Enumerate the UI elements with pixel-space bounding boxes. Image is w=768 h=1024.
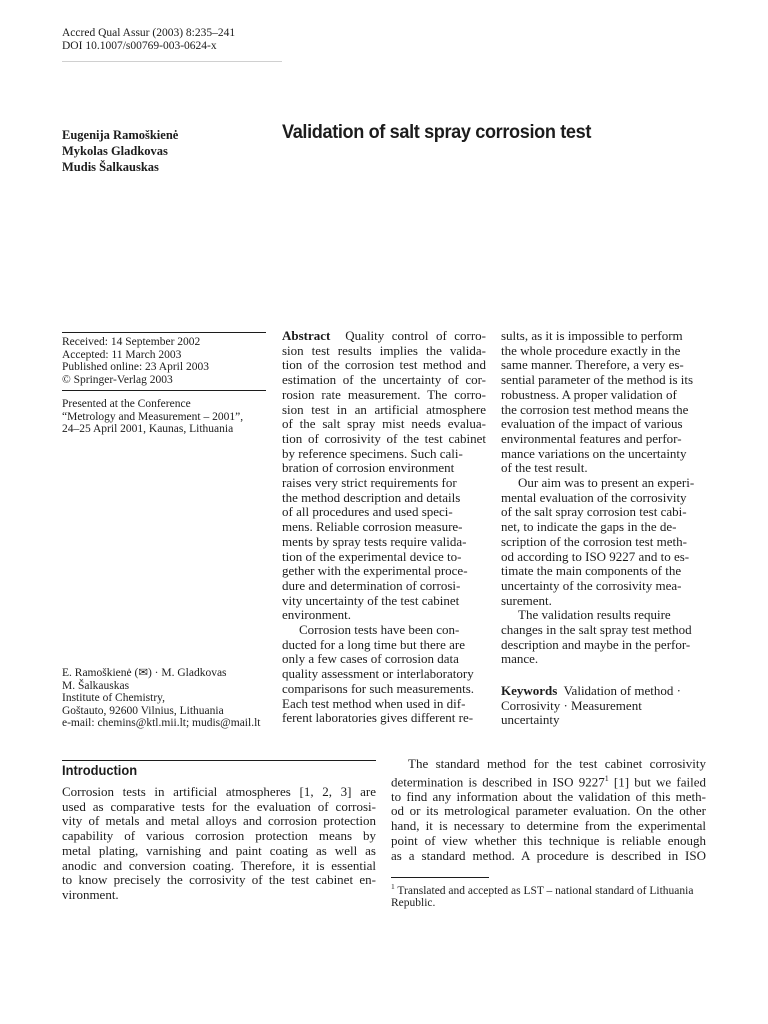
- abstract-line: ments by spray tests require valida-: [282, 533, 467, 549]
- abstract-line: the method description and details: [282, 489, 461, 505]
- address: Goštauto, 92600 Vilnius, Lithuania: [62, 704, 224, 717]
- abstract-line: scription of the corrosion test meth-: [501, 533, 687, 549]
- conference-line: “Metrology and Measurement – 2001”,: [62, 410, 244, 423]
- abstract-line: comparisons for such measurements.: [282, 680, 475, 696]
- abstract-line: Each test method when used in dif-: [282, 695, 466, 711]
- keywords-line: uncertainty: [501, 712, 560, 728]
- footnote-divider: [391, 877, 489, 878]
- abstract-line: vity uncertainty of the test cabinet: [282, 592, 460, 608]
- abstract-line: ferent laboratories gives different re-: [282, 710, 474, 726]
- abstract-line: Corrosion tests have been con-: [299, 622, 460, 638]
- institute: Institute of Chemistry,: [62, 692, 166, 704]
- email[interactable]: e-mail: chemins@ktl.mii.lt; mudis@mail.lt: [62, 717, 261, 729]
- abstract-line: the whole procedure exactly in the: [501, 342, 681, 358]
- abstract-line: same manner. Therefore, a very es-: [501, 357, 684, 373]
- abstract-line: gether with the experimental proce-: [282, 563, 468, 579]
- copyright: © Springer-Verlag 2003: [62, 373, 173, 386]
- body-line: od or its metrological parameter evaluation. On the other: [391, 803, 706, 819]
- contact-authors: E. Ramoškienė (✉) · M. Gladkovas: [62, 667, 227, 679]
- abstract-line: mance variations on the uncertainty: [501, 445, 687, 461]
- keywords: [501, 684, 711, 728]
- body-line: metal plating, varnishing and paint coating as well as: [62, 842, 376, 858]
- doi: DOI 10.1007/s00769-003-0624-x: [62, 40, 217, 52]
- abstract-line: by reference specimens. Such cali-: [282, 445, 463, 461]
- abstract-line: sion test results implies the valida-: [282, 342, 486, 358]
- abstract-line: net, to indicate the gaps in the de-: [501, 519, 677, 535]
- abstract-line: ducted for a long time but there are: [282, 636, 466, 652]
- abstract-line: mance.: [501, 651, 539, 667]
- contact-info: [62, 667, 260, 730]
- body-line: anodic and conversion coating. Therefore, it is essential: [62, 857, 376, 873]
- abstract-column-2: [501, 329, 711, 667]
- abstract-line: environment.: [282, 607, 351, 623]
- abstract-line: of all procedures and used speci-: [282, 504, 453, 520]
- abstract-line: mens. Reliable corrosion measure-: [282, 519, 463, 535]
- abstract-line: mental evaluation of the corrosivity: [501, 489, 687, 505]
- abstract-line: sential parameter of the method is its: [501, 372, 694, 388]
- body-line: vity of metals and metal alloys and corrosion protection: [62, 813, 376, 829]
- introduction-text: [62, 785, 376, 903]
- footnote-number: 1: [391, 882, 395, 891]
- abstract-line: tion of the experimental device to-: [282, 548, 462, 564]
- keywords-line: Corrosivity · Measurement: [501, 697, 642, 713]
- abstract-line: quality assessment or interlaboratory: [282, 666, 474, 682]
- keywords-first-line: Keywords Validation of method ·: [501, 683, 681, 698]
- abstract-line: robustness. A proper validation of: [501, 386, 677, 402]
- introduction-divider: [62, 760, 376, 761]
- conference-line: 24–25 April 2001, Kaunas, Lithuania: [62, 423, 234, 435]
- body-line: as a standard method. A procedure is described in ISO: [391, 847, 706, 863]
- abstract-line: environmental features and perfor-: [501, 430, 682, 446]
- body-line: vironment.: [62, 886, 119, 902]
- abstract-line: of the salt spray mist needs evalua-: [282, 416, 486, 432]
- abstract-line: od according to ISO 9227 and to es-: [501, 548, 690, 564]
- paper-title: Validation of salt spray corrosion test: [282, 121, 591, 143]
- body-line: point of view whether this technique is reliable enough: [391, 832, 706, 848]
- abstract-line: of the test result.: [501, 460, 588, 476]
- dates-divider: [62, 332, 266, 333]
- abstract-line: of the salt spray corrosion test cabi-: [501, 504, 687, 520]
- footnote-marker[interactable]: 1: [604, 773, 609, 783]
- abstract-line: evaluation of the impact of various: [501, 416, 683, 432]
- body-line: The standard method for the test cabinet corrosivity: [408, 756, 706, 771]
- journal-header: [62, 27, 235, 53]
- body-line: used as comparative tests for the evaluation of corrosi-: [62, 798, 376, 814]
- journal-citation: Accred Qual Assur (2003) 8:235–241: [62, 27, 236, 39]
- abstract-line: dure and determination of corrosi-: [282, 577, 461, 593]
- abstract-line: bration of corrosion environment: [282, 460, 455, 476]
- published-date: Published online: 23 April 2003: [62, 361, 209, 373]
- abstract-line: tion of corrosivity of the test cabinet: [282, 430, 486, 446]
- abstract-line: sults, as it is impossible to perform: [501, 328, 683, 343]
- abstract-first-line: Abstract Quality control of corro-: [282, 328, 487, 343]
- body-line-with-footnote: determination is described in ISO 9227$^1$ [1] but we failed: [391, 773, 706, 790]
- author-list: [62, 127, 178, 175]
- footnote: [391, 881, 706, 910]
- author-name: Mudis Šalkauskas: [62, 160, 159, 174]
- abstract-line: uncertainty of the corrosivity mea-: [501, 577, 682, 593]
- abstract-line: sion test in an artificial atmosphere: [282, 401, 486, 417]
- author-name: Mykolas Gladkovas: [62, 144, 168, 158]
- body-right-column: [391, 757, 706, 863]
- abstract-line: tion of the corrosion test method and: [282, 357, 486, 373]
- footnote-line: $^1$ Translated and accepted as LST – national standard of Lithuania: [391, 882, 694, 897]
- conference-note: [62, 398, 243, 436]
- abstract-line: estimation of the uncertainty of cor-: [282, 372, 486, 388]
- introduction-heading: Introduction: [62, 762, 138, 778]
- accepted-date: Accepted: 11 March 2003: [62, 348, 182, 361]
- abstract-line: rosion rate measurement. The corro-: [282, 386, 486, 402]
- abstract-label: Abstract: [282, 328, 331, 343]
- body-line: hand, it is necessary to determine from the experimental: [391, 818, 706, 834]
- header-divider: [62, 61, 282, 62]
- received-date: Received: 14 September 2002: [62, 336, 201, 348]
- author-name: Eugenija Ramoškienė: [62, 128, 179, 142]
- footnote-line: Republic.: [391, 897, 436, 910]
- abstract-line: description and maybe in the perfor-: [501, 636, 691, 652]
- publication-dates: [62, 336, 209, 386]
- abstract-line: Our aim was to present an experi-: [518, 475, 695, 491]
- abstract-line: raises very strict requirements for: [282, 475, 457, 491]
- contact-author: M. Šalkauskas: [62, 679, 130, 692]
- body-line: capability of various corrosion protection means by: [62, 828, 376, 844]
- abstract-line: the corrosion test method means the: [501, 401, 689, 417]
- body-line: to find any information about the validation of this meth-: [391, 788, 706, 804]
- abstract-line: surement.: [501, 592, 552, 608]
- abstract-line: timate the main components of the: [501, 563, 682, 579]
- conference-divider: [62, 390, 266, 391]
- abstract-column-1: [282, 329, 486, 726]
- abstract-line: changes in the salt spray test method: [501, 622, 692, 638]
- keywords-label: Keywords: [501, 683, 558, 698]
- body-line: to know precisely the corrosivity of the test cabinet en-: [62, 872, 376, 888]
- body-line: Corrosion tests in artificial atmospheres [1, 2, 3] are: [62, 784, 376, 799]
- abstract-line: only a few cases of corrosion data: [282, 651, 459, 667]
- abstract-line: The validation results require: [518, 607, 671, 623]
- conference-line: Presented at the Conference: [62, 398, 191, 410]
